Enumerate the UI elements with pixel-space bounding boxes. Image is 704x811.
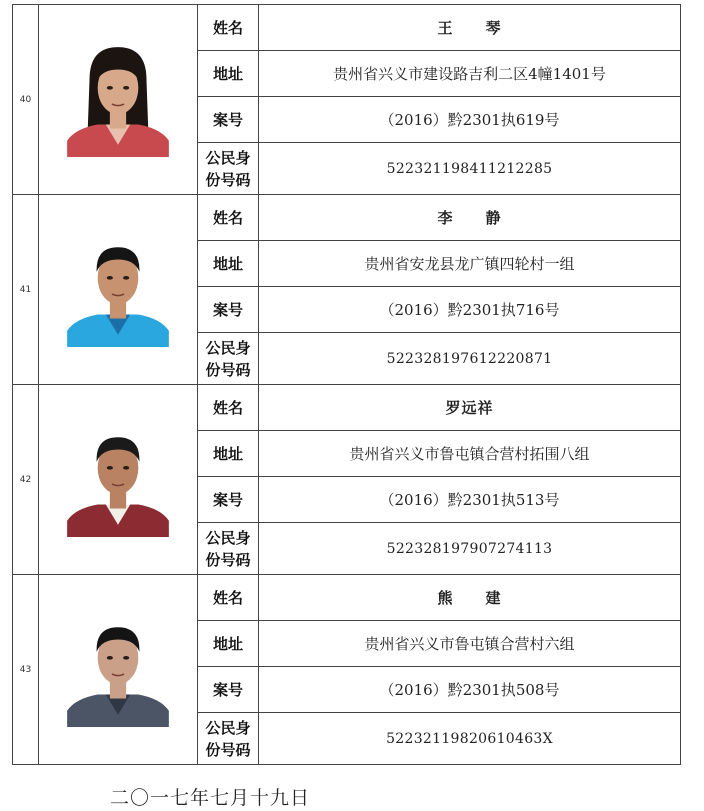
record-row-name [13,385,681,431]
portrait-photo [67,39,169,157]
portrait-photo [67,419,169,537]
field-label-id-line2: 份号码 [205,550,251,569]
field-label-id-line1: 公民身 [205,718,251,737]
field-value-name: 王 琴 [259,5,681,51]
document-date: 二〇一七年七月十九日 [110,787,311,809]
field-value-case-number: （2016）黔2301执619号 [259,97,681,143]
field-label-address: 地址 [198,51,259,97]
field-value-address: 贵州省兴义市建设路吉利二区4幢1401号 [259,51,681,97]
field-label-case-number: 案号 [198,97,259,143]
field-value-case-number: （2016）黔2301执508号 [259,667,681,713]
record-photo-cell [39,195,198,385]
field-value-address: 贵州省兴义市鲁屯镇合营村六组 [259,621,681,667]
field-value-id-number: 52232119820610463X [259,713,681,765]
record-row-name [13,195,681,241]
portrait-photo [67,609,169,727]
field-value-name: 李 静 [259,195,681,241]
field-label-address: 地址 [198,241,259,287]
field-value-case-number: （2016）黔2301执716号 [259,287,681,333]
field-value-address: 贵州省安龙县龙广镇四轮村一组 [259,241,681,287]
field-label-id-number [198,333,259,385]
field-value-case-number: （2016）黔2301执513号 [259,477,681,523]
field-value-id-number: 522321198411212285 [259,143,681,195]
field-label-id-line2: 份号码 [205,170,251,189]
field-label-name: 姓名 [198,5,259,51]
record-index: 42 [13,385,39,575]
field-label-id-number [198,523,259,575]
field-label-name: 姓名 [198,575,259,621]
roster-body [13,5,681,765]
field-label-id-line1: 公民身 [205,528,251,547]
field-label-id-number [198,143,259,195]
field-label-id-line2: 份号码 [205,740,251,759]
field-label-address: 地址 [198,431,259,477]
record-index: 43 [13,575,39,765]
record-photo-cell [39,5,198,195]
portrait-photo [67,229,169,347]
fugitive-roster-table [12,4,681,765]
field-label-id-line1: 公民身 [205,338,251,357]
record-photo-cell [39,575,198,765]
field-label-id-line2: 份号码 [205,360,251,379]
field-value-name: 罗远祥 [259,385,681,431]
field-label-id-number [198,713,259,765]
field-label-address: 地址 [198,621,259,667]
field-value-address: 贵州省兴义市鲁屯镇合营村拓围八组 [259,431,681,477]
field-label-name: 姓名 [198,385,259,431]
record-row-name [13,5,681,51]
record-photo-cell [39,385,198,575]
field-value-name: 熊 建 [259,575,681,621]
field-value-id-number: 522328197612220871 [259,333,681,385]
record-row-name [13,575,681,621]
field-label-case-number: 案号 [198,477,259,523]
field-label-id-line1: 公民身 [205,148,251,167]
field-value-id-number: 522328197907274113 [259,523,681,575]
field-label-case-number: 案号 [198,667,259,713]
field-label-name: 姓名 [198,195,259,241]
field-label-case-number: 案号 [198,287,259,333]
record-index: 41 [13,195,39,385]
record-index: 40 [13,5,39,195]
